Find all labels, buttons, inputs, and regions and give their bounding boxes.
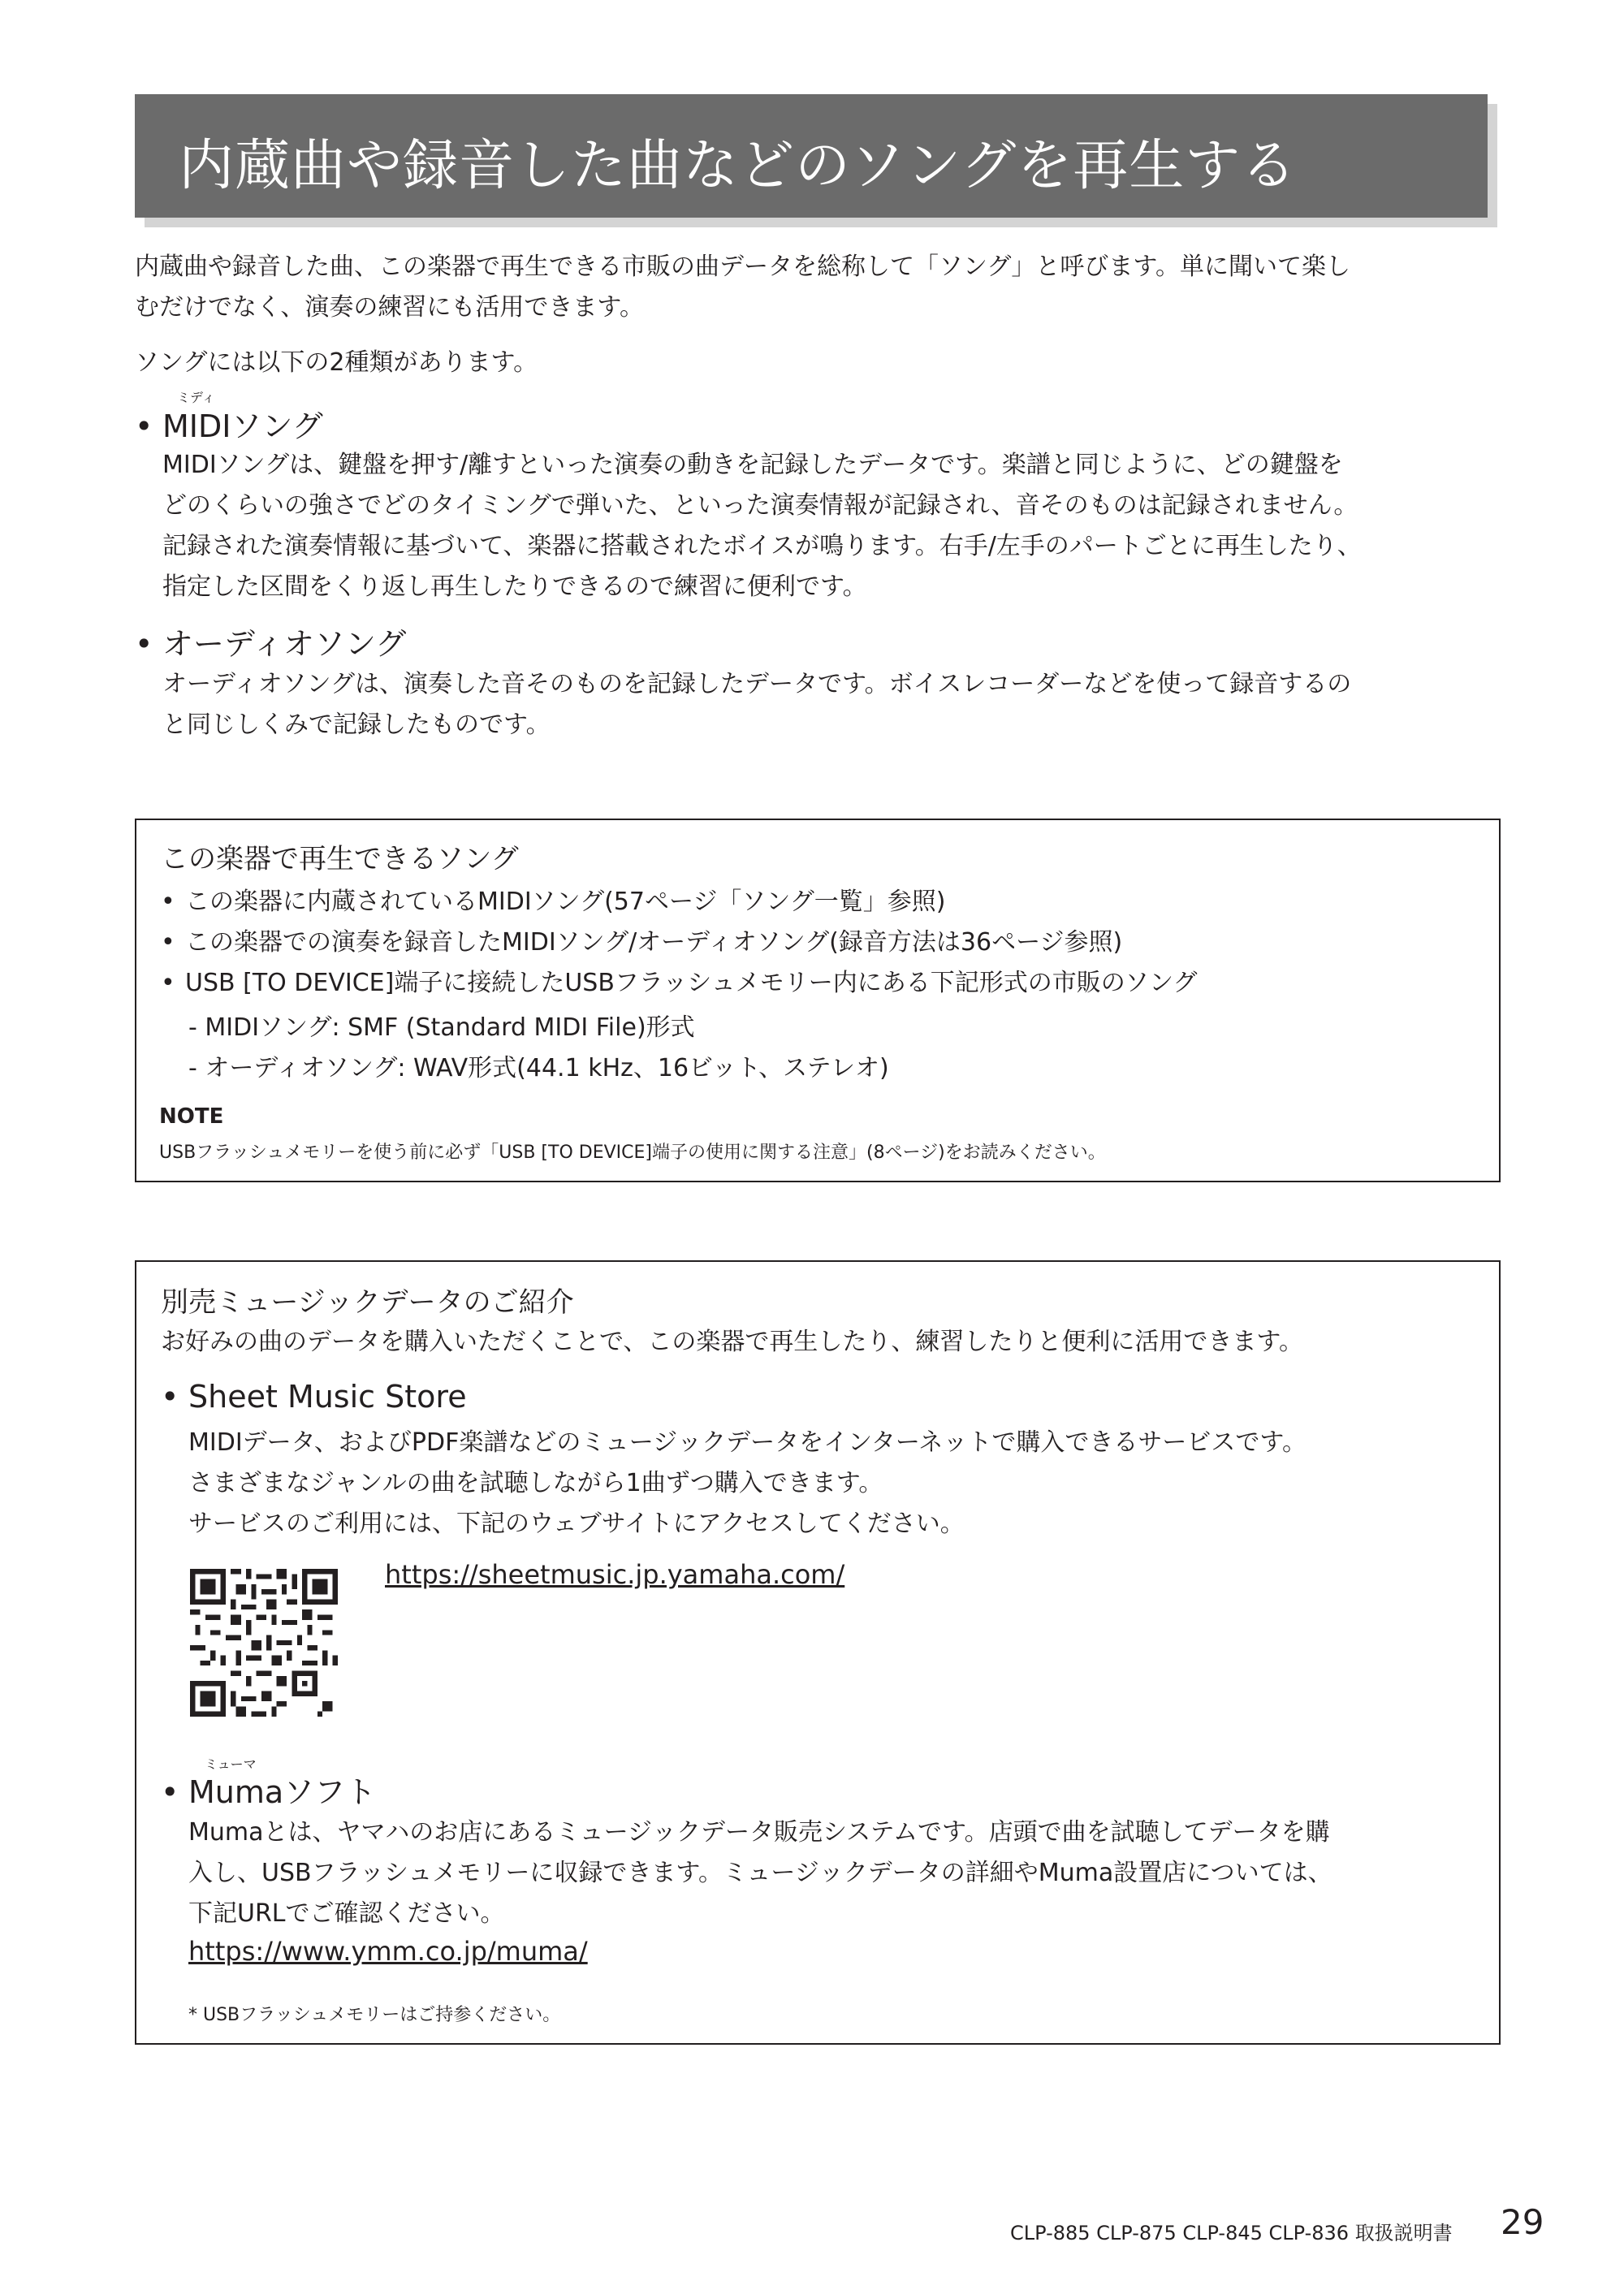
body-line: オーディオソングは、演奏した音そのものを記録したデータです。ボイスレコーダーなどを使って録音するの <box>162 670 1352 698</box>
intro-line: 内蔵曲や録音した曲、この楽器で再生できる市販の曲データを総称して「ソング」と呼びます。単に聞いて楽し <box>135 253 1350 281</box>
body-line: MIDIデータ、およびPDF楽譜などのミュージックデータをインターネットで購入できるサービスです。 <box>188 1428 1307 1457</box>
playable-songs-heading: この楽器で再生できるソング <box>161 843 519 875</box>
audio-song-body <box>162 664 1494 745</box>
sub-item: - オーディオソング: WAV形式(44.1 kHz、16ビット、ステレオ) <box>188 1054 889 1082</box>
bullet-icon: • <box>161 928 175 957</box>
note-label: NOTE <box>159 1104 224 1129</box>
body-line: と同じしくみで記録したものです。 <box>162 711 551 739</box>
body-line: Mumaとは、ヤマハのお店にあるミュージックデータ販売システムです。店頭で曲を試聴してデータを購 <box>188 1818 1330 1847</box>
muma-heading-text: Mumaソフト <box>188 1774 377 1810</box>
audio-song-heading-text: オーディオソング <box>162 626 407 662</box>
bullet-icon: • <box>161 969 175 997</box>
midi-song-body <box>162 445 1494 607</box>
midi-song-heading <box>135 401 323 446</box>
muma-ruby: ミューマ <box>205 1756 257 1772</box>
page-title: 内蔵曲や録音した曲などのソングを再生する <box>179 134 1298 198</box>
muma-url-link[interactable]: https://www.ymm.co.jp/muma/ <box>188 1936 588 1967</box>
page-number: 29 <box>1501 2202 1544 2242</box>
body-line: 下記URLでご確認ください。 <box>188 1899 505 1928</box>
note-text: USBフラッシュメモリーを使う前に必ず「USB [TO DEVICE]端子の使用に関する注意」(8ページ)をお読みください。 <box>159 1143 1106 1163</box>
body-line: 記録された演奏情報に基づいて、楽器に搭載されたボイスが鳴ります。右手/左手のパートごとに再生したり、 <box>162 532 1362 560</box>
bullet-icon: • <box>161 1379 179 1415</box>
sheet-music-body <box>188 1423 1479 1544</box>
bullet-icon: • <box>135 408 153 444</box>
sheet-music-heading-text: Sheet Music Store <box>188 1379 467 1415</box>
bullet-icon: • <box>135 626 153 662</box>
qr-code-icon <box>190 1569 338 1717</box>
muma-footnote: * USBフラッシュメモリーはご持参ください。 <box>188 2005 561 2025</box>
sheet-music-url-link[interactable]: https://sheetmusic.jp.yamaha.com/ <box>385 1559 845 1590</box>
body-line: どのくらいの強さでどのタイミングで弾いた、といった演奏情報が記録され、音そのものは記録されません。 <box>162 491 1358 520</box>
sub-item: - MIDIソング: SMF (Standard MIDI File)形式 <box>188 1013 695 1042</box>
body-line: 入し、USBフラッシュメモリーに収録できます。ミュージックデータの詳細やMuma設置店については、 <box>188 1859 1332 1887</box>
intro-paragraph <box>135 247 1499 328</box>
body-line: サービスのご利用には、下記のウェブサイトにアクセスしてください。 <box>188 1510 965 1538</box>
muma-heading <box>161 1767 376 1812</box>
body-line: さまざまなジャンルの曲を試聴しながら1曲ずつ購入できます。 <box>188 1469 883 1497</box>
list-item: • USB [TO DEVICE]端子に接続したUSBフラッシュメモリー内にある下記形式の市販のソング <box>161 963 1476 1004</box>
footer-models: CLP-885 CLP-875 CLP-845 CLP-836 取扱説明書 <box>1010 2222 1453 2244</box>
list-item: • この楽器に内蔵されているMIDIソング(57ページ「ソング一覧」参照) <box>161 882 1476 922</box>
bullet-icon: • <box>161 888 175 916</box>
music-data-heading: 別売ミュージックデータのご紹介 <box>161 1286 574 1319</box>
bullet-icon: • <box>161 1774 179 1810</box>
music-data-intro: お好みの曲のデータを購入いただくことで、この楽器で再生したり、練習したりと便利に活用できます。 <box>161 1328 1303 1356</box>
body-line: 指定した区間をくり返し再生したりできるので練習に便利です。 <box>162 572 867 601</box>
body-line: MIDIソングは、鍵盤を押す/離すといった演奏の動きを記録したデータです。楽譜と同じように、どの鍵盤を <box>162 451 1343 479</box>
midi-song-heading-text: MIDIソング <box>162 408 323 444</box>
list-item: • この楽器での演奏を録音したMIDIソング/オーディオソング(録音方法は36ページ参照) <box>161 922 1476 963</box>
sheet-music-heading <box>161 1379 467 1415</box>
midi-ruby: ミディ <box>177 390 215 405</box>
intro-line: むだけでなく、演奏の練習にも活用できます。 <box>135 293 644 322</box>
muma-body <box>188 1812 1479 1934</box>
audio-song-heading <box>135 619 406 663</box>
types-line: ソングには以下の2種類があります。 <box>135 348 538 377</box>
